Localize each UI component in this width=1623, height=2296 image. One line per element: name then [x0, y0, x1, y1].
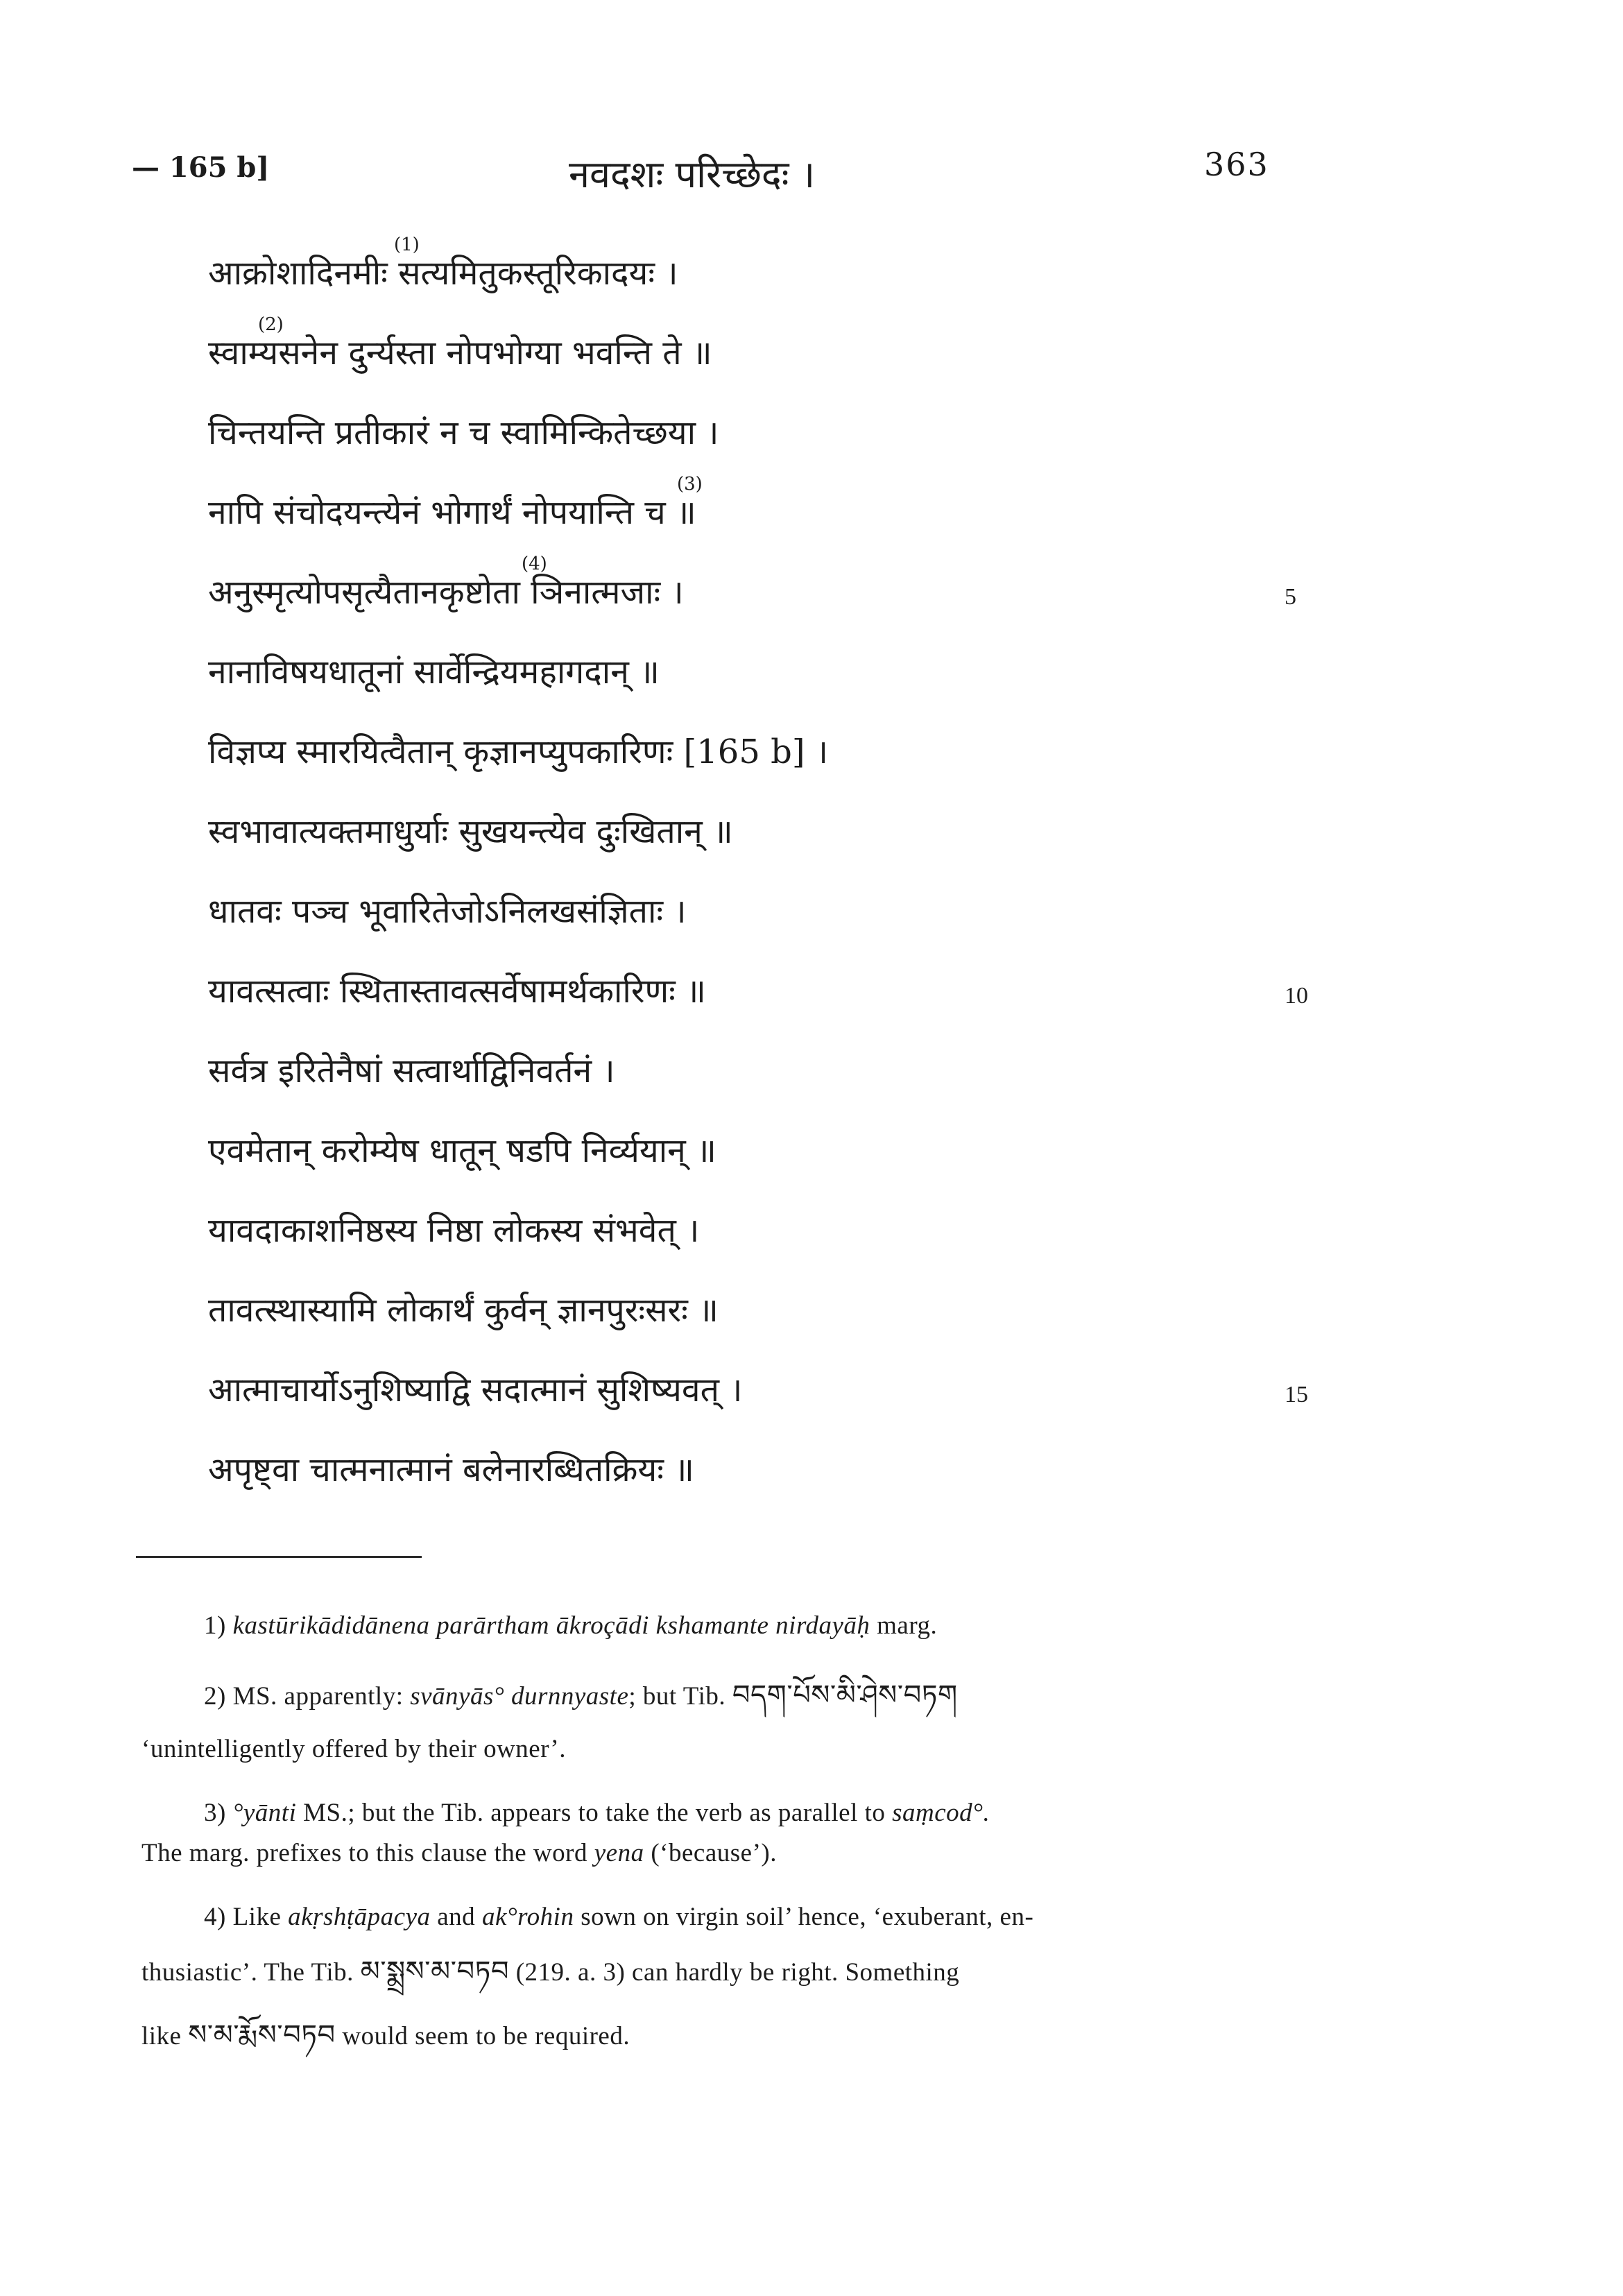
- page-number: 363: [1204, 146, 1269, 183]
- footnote-italic: yena: [594, 1839, 644, 1867]
- verse-text: यावदाकाशनिष्ठस्य निष्ठा लोकस्य संभवेत् ।: [208, 1211, 700, 1250]
- footnote-text: marg.: [870, 1611, 938, 1640]
- verse-text: विज्ञप्य स्मारयित्वैतान् कृज्ञानप्युपकारिणः [165 b] ।: [208, 733, 829, 771]
- footnote-text: sown on virgin soil’ hence, ‘exuberant, en-: [574, 1903, 1034, 1931]
- verse-line: [208, 1201, 1346, 1281]
- footnote-italic: durnnyaste: [510, 1682, 629, 1711]
- footnote-1: [204, 1607, 937, 1645]
- footnote-marker: (1): [394, 234, 420, 255]
- verse-line: [208, 404, 1346, 483]
- verse-line: [208, 314, 1346, 404]
- verse-text: यावत्सत्वाः स्थितास्तावत्सर्वेषामर्थकारिणः ॥: [208, 972, 706, 1011]
- footnote-number: 3): [204, 1799, 226, 1827]
- footnote-italic: °yānti: [225, 1799, 297, 1827]
- footnote-text: thusiastic’. The Tib.: [141, 1958, 361, 1987]
- footnote-text: Like: [225, 1903, 289, 1931]
- footnote-text: MS. apparently:: [225, 1682, 411, 1711]
- verse-line: [208, 1441, 1346, 1520]
- line-number: 10: [1285, 983, 1308, 1009]
- footnote-4-continued: [141, 1952, 959, 1992]
- verse-line: [208, 1042, 1346, 1122]
- footnote-text: like: [141, 2022, 189, 2050]
- verse-text: आक्रोशादिनमीः सत्यमितुकस्तूरिकादयः ।: [208, 254, 678, 293]
- verse-block: [208, 234, 1346, 1520]
- verse-text: नापि संचोदयन्त्येनं भोगार्थं नोपयान्ति च ॥: [208, 493, 696, 532]
- footnote-italic: akṛshṭāpacya: [288, 1903, 431, 1931]
- tibetan-text: བདག་པོས་མི་ཤེས་བཏག: [732, 1679, 958, 1711]
- footnote-text: (219. a. 3) can hardly be right. Something: [508, 1958, 960, 1987]
- footnote-text: The marg. prefixes to this clause the word: [141, 1839, 594, 1867]
- footnote-text: (‘because’).: [644, 1839, 777, 1867]
- footnote-marker: (3): [677, 474, 703, 495]
- verse-line: [208, 1361, 1346, 1441]
- footnote-4: [204, 1898, 1033, 1937]
- footnote-number: 2): [204, 1682, 226, 1711]
- verse-text: स्वाम्यसनेन दुर्न्यस्ता नोपभोग्या भवन्ति ते ॥: [208, 334, 712, 372]
- verse-line: [208, 723, 1346, 803]
- footnote-text: [504, 1682, 511, 1711]
- verse-line: [208, 554, 1346, 643]
- footnote-3-continued: [141, 1834, 777, 1873]
- verse-text: आत्माचार्योऽनुशिष्याद्वि सदात्मानं सुशिष्यवत् ।: [208, 1371, 743, 1410]
- verse-text: चिन्तयन्ति प्रतीकारं न च स्वामिन्कितेच्छया ।: [208, 413, 719, 452]
- footnote-marker: (4): [522, 554, 547, 574]
- footnote-number: 1): [204, 1611, 226, 1640]
- verse-line: [208, 643, 1346, 723]
- verse-text: धातवः पञ्च भूवारितेजोऽनिलखसंज्ञिताः ।: [208, 892, 687, 931]
- footnote-text: ; but Tib.: [628, 1682, 732, 1711]
- footnote-2-continued: ‘unintelligently offered by their owner’.: [141, 1735, 566, 1763]
- verse-line: [208, 1122, 1346, 1201]
- verse-line: [208, 882, 1346, 962]
- verse-text: तावत्स्थास्यामि लोकार्थं कुर्वन् ज्ञानपुरःसरः ॥: [208, 1291, 719, 1330]
- footnote-2: [204, 1676, 958, 1716]
- footnote-italic: saṃcod°.: [892, 1799, 990, 1827]
- line-number: 5: [1285, 584, 1296, 610]
- running-head-title: नवदशः परिच्छेदः ।: [569, 153, 816, 196]
- running-head-left: — 165 b]: [132, 151, 270, 184]
- verse-line: [208, 962, 1346, 1042]
- verse-text: स्वभावात्यक्तमाधुर्याः सुखयन्त्येव दुःखितान् ॥: [208, 812, 733, 851]
- footnote-text: and: [430, 1903, 482, 1931]
- verse-text: नानाविषयधातूनां सार्वेन्द्रियमहागदान् ॥: [208, 653, 660, 692]
- footnote-separator: [136, 1556, 422, 1558]
- footnote-italic: svānyās°: [410, 1682, 505, 1711]
- footnote-number: 4): [204, 1903, 226, 1931]
- verse-text: अनुस्मृत्योपसृत्यैतानकृष्टोता ञिनात्मजाः ।: [208, 573, 684, 612]
- footnote-4-continued: [141, 2016, 630, 2056]
- verse-text: सर्वत्र इरितेनैषां सत्वार्थाद्विनिवर्तनं ।: [208, 1052, 615, 1090]
- tibetan-text: མ་སྨྲས་མ་བཏབ: [360, 1955, 509, 1987]
- footnote-3: [204, 1794, 990, 1833]
- footnote-italic: ak°rohin: [481, 1903, 574, 1931]
- verse-line: [208, 803, 1346, 882]
- tibetan-text: ས་མ་རྨོས་བཏབ: [188, 2019, 336, 2051]
- verse-line: [208, 474, 1346, 563]
- verse-text: अपृष्ट्वा चात्मनात्मानं बलेनारब्धितक्रियः ॥: [208, 1450, 694, 1489]
- verse-text: एवमेतान् करोम्येष धातून् षडपि निर्व्ययान् ॥: [208, 1131, 716, 1170]
- footnote-marker: (2): [258, 314, 284, 335]
- verse-line: [208, 234, 1346, 324]
- footnote-text: MS.; but the Tib. appears to take the verb as parallel to: [296, 1799, 893, 1827]
- footnote-italic: kastūrikādidānena parārtham ākroçādi kshamante nirdayāḥ: [232, 1611, 870, 1640]
- footnote-text: would seem to be required.: [335, 2022, 630, 2050]
- line-number: 15: [1285, 1382, 1308, 1407]
- verse-line: [208, 1281, 1346, 1361]
